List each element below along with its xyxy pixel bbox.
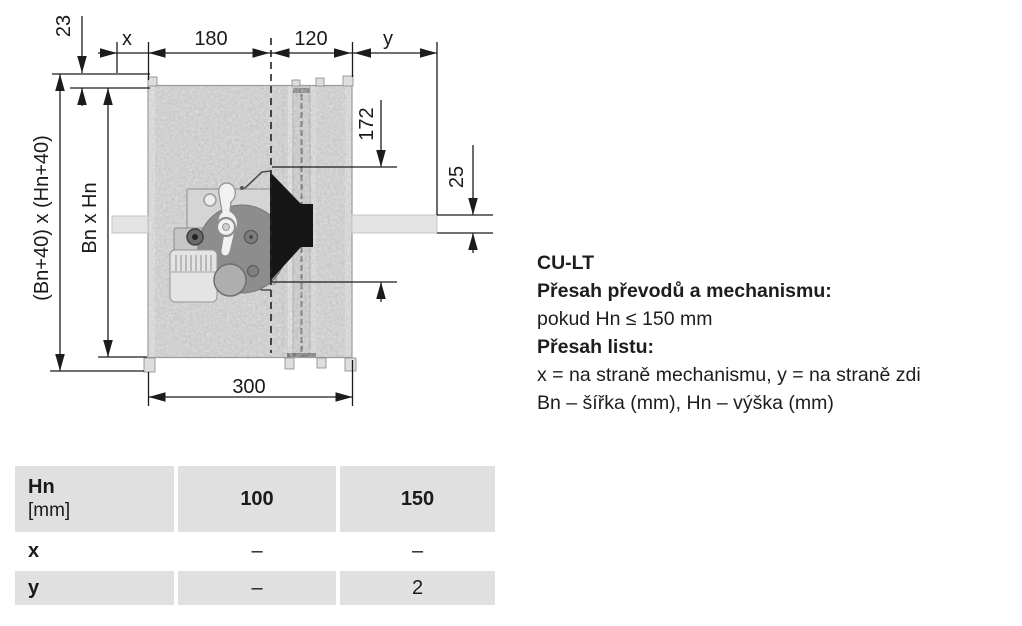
annotation-line-leaf-heading: Přesah listu: [537,336,655,358]
dim-label-23: 23 [53,14,75,38]
dim-label-25: 25 [446,165,468,189]
table-row-y-value-150: 2 [340,571,495,605]
table-col-header-100: 100 [178,466,336,532]
dim-label-180: 180 [194,28,228,50]
drive-mechanism [170,171,286,302]
annotation-line-condition: pokud Hn ≤ 150 mm [537,308,713,330]
table-corner-title: Hn [28,476,55,498]
table-row-y-label: y [15,571,174,605]
dim-label-x: x [122,28,132,50]
rivet-dot [240,186,244,190]
table-row-x-label: x [28,540,40,562]
annotation-line-overhang-heading: Přesah převodů a mechanismu: [537,280,832,302]
disc-boss-lower [248,266,259,277]
table-row-x-value-150: – [411,540,424,562]
cam-follower [214,264,246,296]
disc-boss-upper-center [249,235,253,239]
table-row-y-value-100: – [178,571,336,605]
overhang-table [15,466,495,605]
handle-shaft-right [352,215,437,233]
lever-hub-center [223,224,230,231]
dim-label-outer-size: (Bn+40) x (Hn+40) [31,135,53,301]
table-corner-unit: [mm] [28,500,71,521]
table-row-x-value-100: – [251,540,263,562]
annotation-block [537,249,921,417]
gear-housing [170,250,217,302]
dim-label-inner-size: Bn x Hn [79,182,101,254]
dim-label-120: 120 [294,28,328,50]
table-corner-cell [15,466,174,532]
table-col-header-150: 150 [340,466,495,532]
motor-boss-center [192,234,198,240]
screw-hole [204,194,216,206]
dim-label-172: 172 [356,107,378,141]
product-title: CU-LT [537,252,595,274]
technical-drawing [0,0,512,462]
annotation-line-bnhn-legend: Bn – šířka (mm), Hn – výška (mm) [537,392,834,414]
dim-label-y: y [383,28,393,50]
annotation-line-xy-legend: x = na straně mechanismu, y = na straně zdi [537,364,921,386]
handle-shaft-left [112,216,148,233]
dim-label-300: 300 [232,376,266,398]
